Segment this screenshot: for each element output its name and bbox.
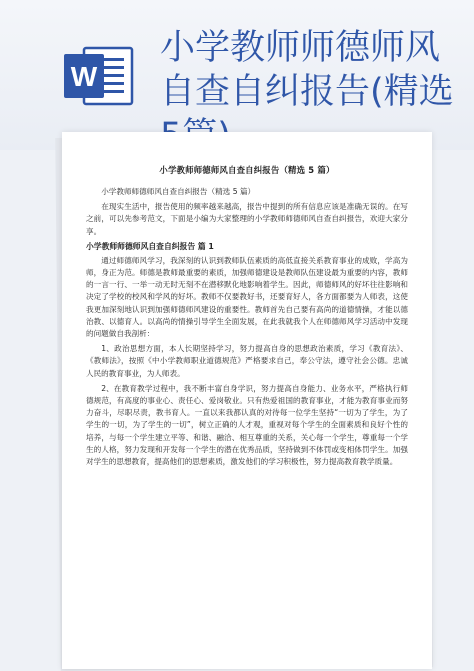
cover-banner — [0, 0, 474, 150]
document-title: 小学教师师德师风自查自纠报告（精选 5 篇） — [159, 165, 335, 175]
body-paragraph: 通过师德师风学习，我深刻的认识到教师队伍素质的高低直接关系教育事业的成败，学高为师，身正为范。师德是教师最重要的素质，加强师德建设是教师队伍建设最为重要的内容，教师的一言一行、一举一动无时无刻不在潜移默化地影响着学生。因此，师德师风的好坏往往影响和决定了学校的校风和学风的好坏。教师不仅要教好书，还要育好人，各方面都要为人师表，这使我更加深刻地认识到加强师德师风建设的重要性。教师首先自己要有高尚的道德情操，才能以德治教、以德育人。以高尚的情操引导学生全面发展，在此我就我个人在师德师风学习活动中发现的问题做自我剖析： — [86, 255, 408, 339]
word-document-icon — [62, 44, 136, 108]
section-heading: 小学教师师德师风自查自纠报告 篇 1 — [86, 241, 214, 251]
document-page — [62, 132, 432, 669]
body-paragraph: 2、在教育教学过程中，我不断丰富自身学识，努力提高自身能力、业务水平，严格执行师德规范，有高度的事业心、责任心、爱岗敬业。只有热爱祖国的教育事业，才能为教育事业而努力奋斗，尽职尽责，教书育人。一直以来我都认真的对待每一位学生坚持“一切为了学生，为了学生的一切，为了学生的一切”，树立正确的人才观，重视对每个学生的全面素质和良好个性的培养，与每一个学生建立平等、和谐、融洽、相互尊重的关系，关心每一个学生，尊重每一个学生的人格，努力发现和开发每一个学生的潜在优秀品质，坚持做到不体罚或变相体罚学生。加强对学生的思想教育，提高他们的思想素质，激发他们的学习积极性，努力提高教育教学质量。 — [86, 383, 408, 467]
cover-title: 小学教师师德师风 自查自纠报告(精选 — [160, 28, 454, 112]
document-body — [86, 164, 408, 471]
body-paragraph: 1、政治思想方面，本人长期坚持学习，努力提高自身的思想政治素质，学习《教育法》、《教师法》，按照《中小学教师职业道德规范》严格要求自己，奉公守法，遵守社会公德。忠诚人民的教育事业，为人师表。 — [86, 344, 408, 378]
intro-paragraph: 小学教师师德师风自查自纠报告（精选 5 篇） — [101, 187, 256, 196]
word-logo-letter: W — [70, 61, 98, 92]
intro-paragraph: 在现实生活中，报告使用的频率越来越高，报告中提到的所有信息应该是准确无误的。在写之前，可以先参考范文，下面是小编为大家整理的小学教师师德师风自查自纠报告，欢迎大家分享。 — [86, 202, 408, 236]
